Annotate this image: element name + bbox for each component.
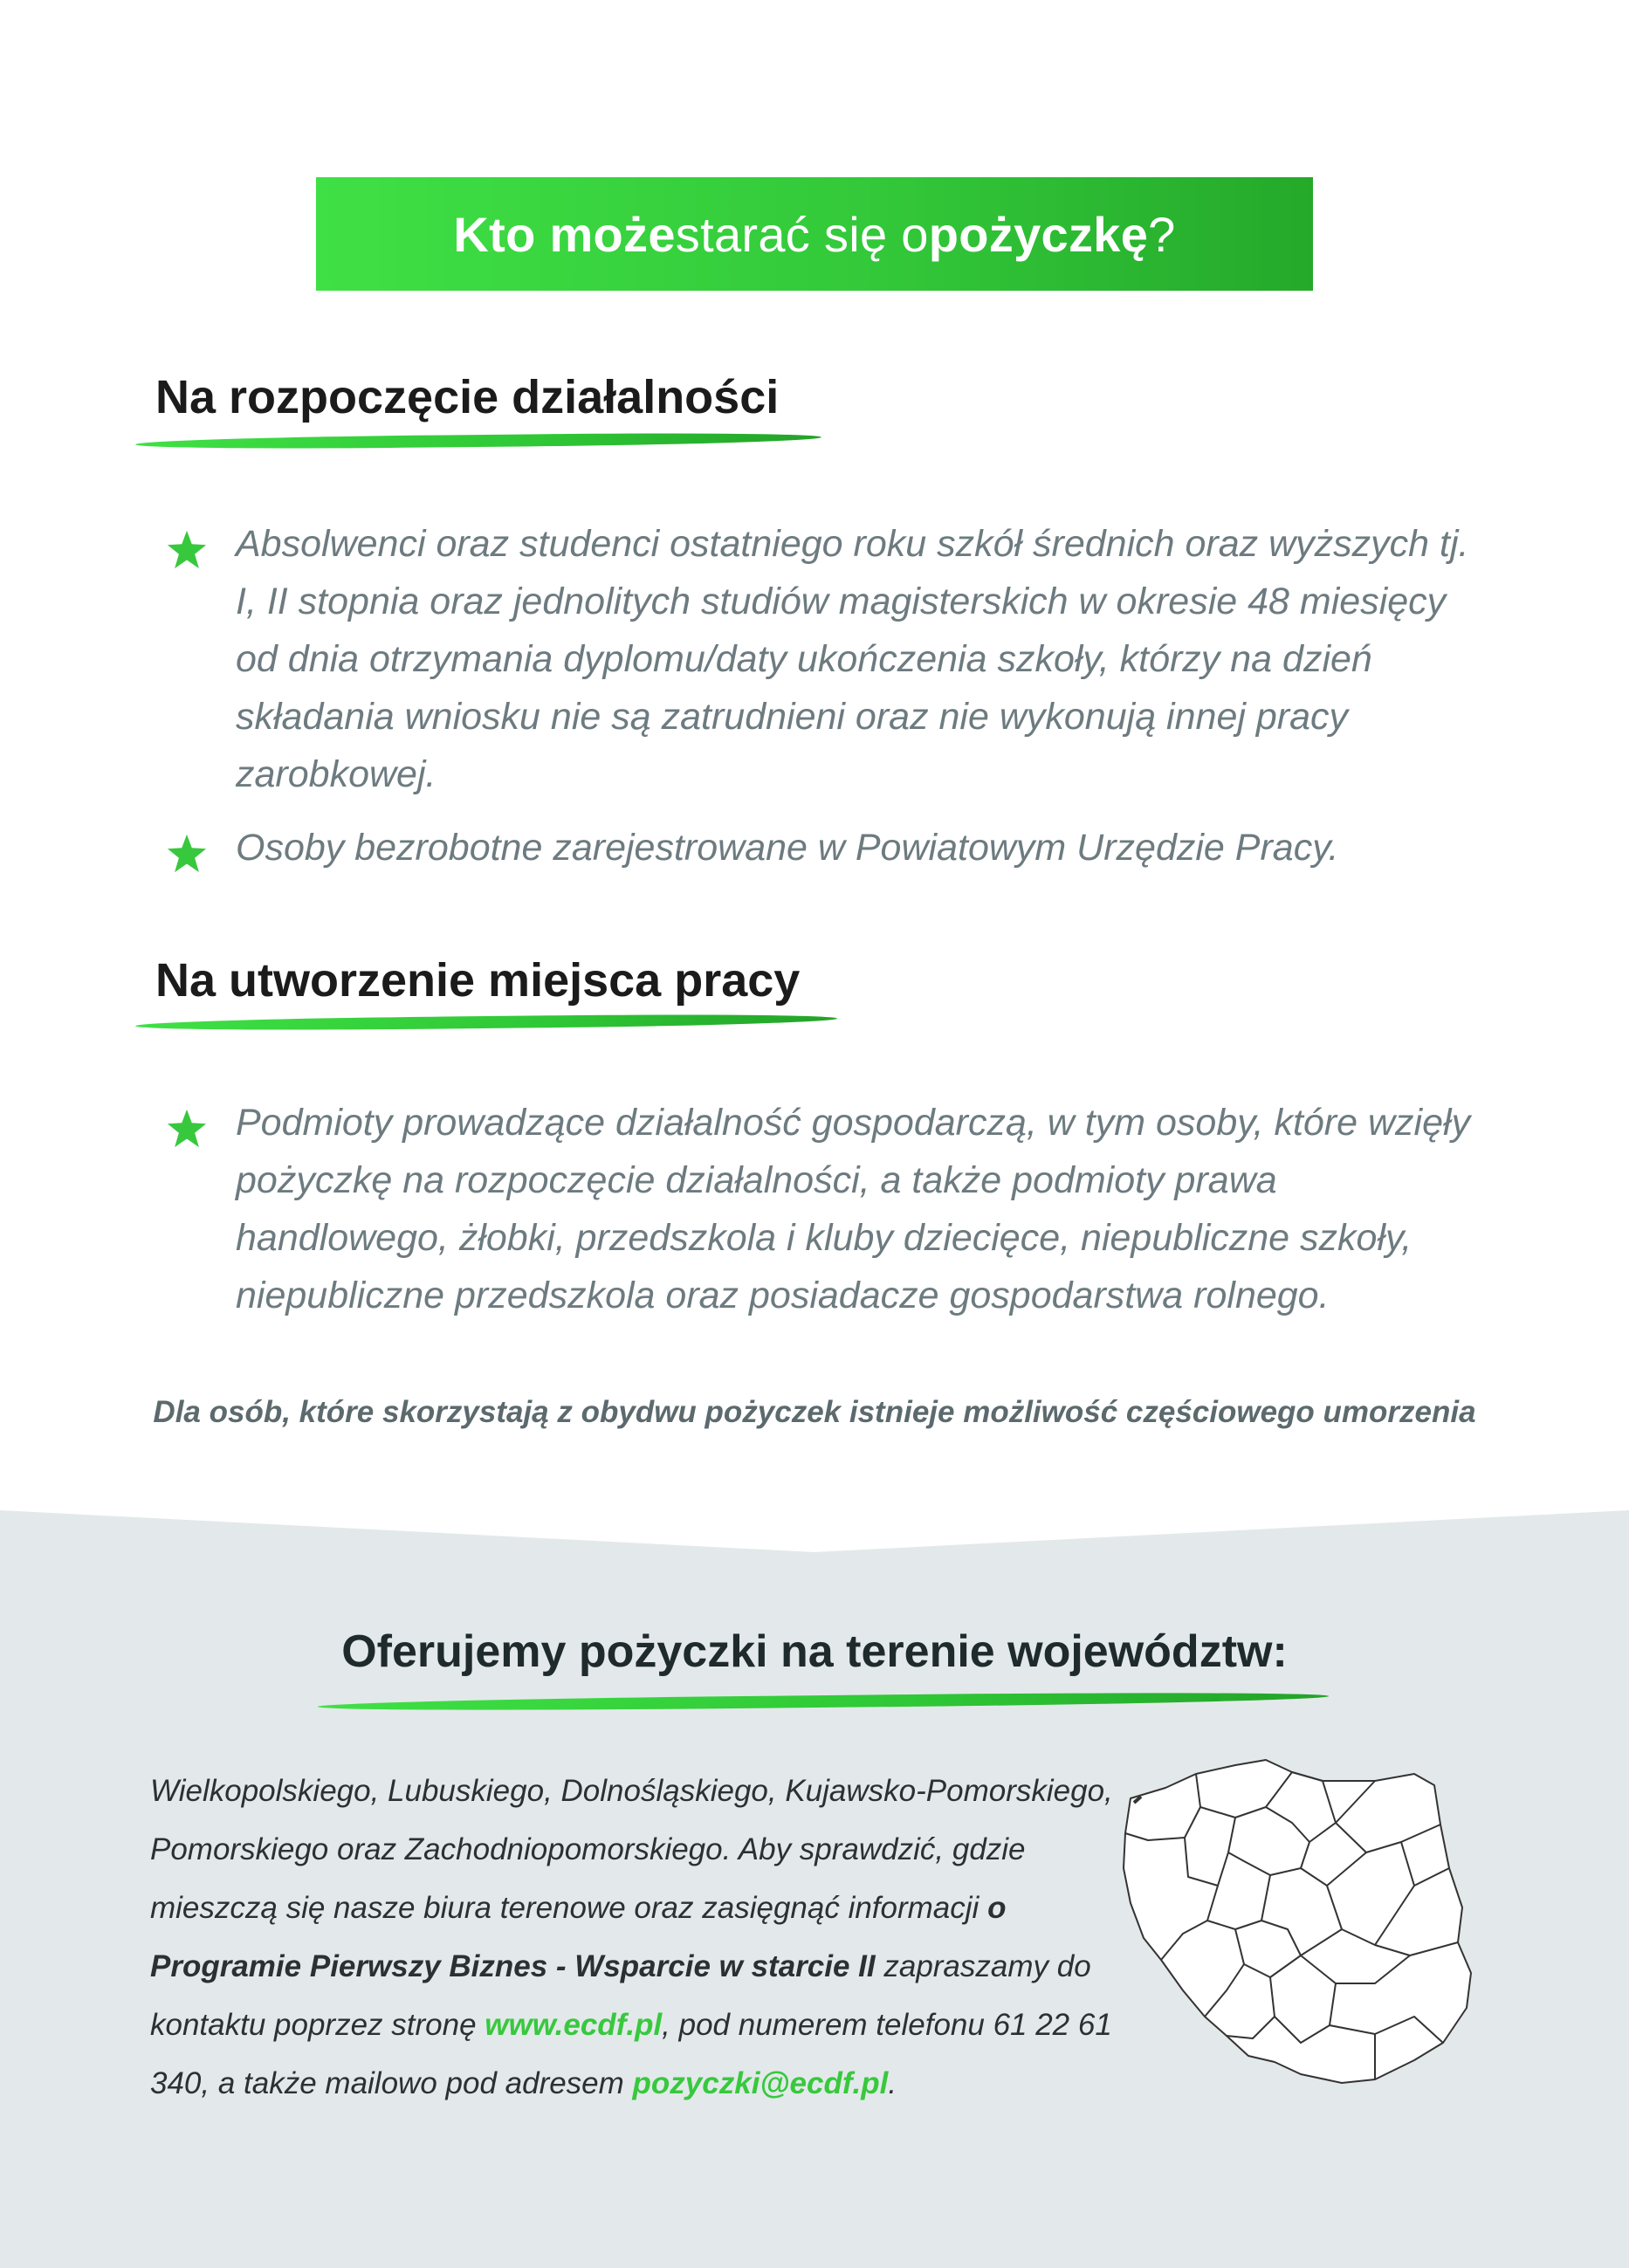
bullet-text: Podmioty prowadzące działalność gospodarczą, w tym osoby, które wzięły pożyczkę na rozpoczęcie działalności, a także podmioty prawa handlowego, żłobki, przedszkola i kluby dziecięce, niepubliczne szkoły, niepubliczne przedszkola oraz posiadacze gospodarstwa rolnego. xyxy=(236,1102,1471,1316)
title-banner xyxy=(316,177,1313,291)
regions-heading: Oferujemy pożyczki na terenie województw: xyxy=(341,1626,1288,1677)
star-icon xyxy=(166,529,208,571)
banner-bold-1: Kto może xyxy=(453,206,676,262)
star-icon xyxy=(166,833,208,875)
list-item xyxy=(166,819,1493,876)
heading-underline-2 xyxy=(131,1013,841,1032)
banner-bold-2: pożyczkę xyxy=(928,206,1149,262)
remission-note: Dla osób, które skorzystają z obydwu pożyczek istnieje możliwość częściowego umorzenia xyxy=(153,1395,1476,1429)
list-item xyxy=(166,1094,1493,1324)
program-name: o Programie Pierwszy Biznes - Wsparcie w starcie II xyxy=(150,1891,1007,1983)
star-icon xyxy=(166,1108,208,1150)
banner-question-mark: ? xyxy=(1148,206,1176,262)
section-heading-workplace: Na utworzenie miejsca pracy xyxy=(155,954,801,1007)
section-heading-start: Na rozpoczęcie działalności xyxy=(155,371,780,423)
contact-text-3: , pod numerem telefonu 61 22 61 340, a także mailowo pod adresem xyxy=(150,2008,1112,2100)
email-link[interactable]: pozyczki@ecdf.pl xyxy=(632,2066,889,2100)
bullet-text: Osoby bezrobotne zarejestrowane w Powiatowym Urzędzie Pracy. xyxy=(236,827,1339,869)
bullet-text: Absolwenci oraz studenci ostatniego roku szkół średnich oraz wyższych tj. I, II stopnia oraz jednolitych studiów magisterskich w okresie 48 miesięcy od dnia otrzymania dyplomu/daty ukończenia szkoły, którzy na dzień składania wniosku nie są zatrudnieni oraz nie wykonują innej pracy zarobkowej. xyxy=(236,523,1469,795)
contact-text-2: zapraszamy do kontaktu poprzez stronę xyxy=(150,1949,1091,2042)
contact-text-4: . xyxy=(888,2066,897,2100)
banner-light: starać się o xyxy=(675,206,929,262)
heading-underline-1 xyxy=(131,431,825,450)
website-link[interactable]: www.ecdf.pl xyxy=(485,2008,663,2042)
list-item xyxy=(166,515,1493,803)
contact-paragraph xyxy=(150,1762,1145,2113)
poland-map-icon xyxy=(1113,1755,1480,2104)
contact-text-1: Wielkopolskiego, Lubuskiego, Dolnośląskiego, Kujawsko-Pomorskiego, Pomorskiego oraz Zachodniopomorskiego. Aby sprawdzić, gdzie mieszczą się nasze biura terenowe oraz zasięgnąć informacji xyxy=(150,1774,1113,1925)
